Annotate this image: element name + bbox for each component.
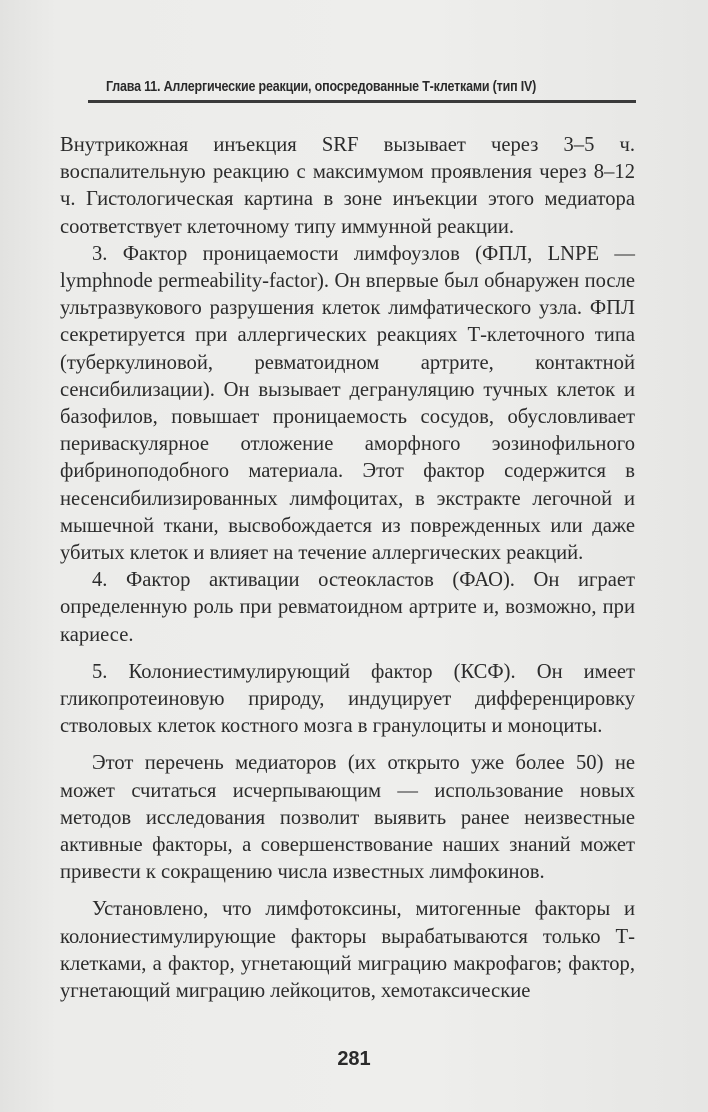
paragraph-4: 5. Колониестимулирующий фактор (КСФ). Он имеет гликопротеиновую природу, индуцирует дифференцировку стволовых клеток костного мозга в гранулоциты и моноциты. xyxy=(60,660,635,738)
paragraph-1: Внутрикожная инъекция SRF вызывает через 3–5 ч. воспалительную реакцию с максимумом проявления через 8–12 ч. Гистологическая картина в зоне инъекции этого медиатора соответствует клеточному типу иммунной реакции. xyxy=(60,134,635,238)
paragraph-5: Этот перечень медиаторов (их открыто уже более 50) не может считаться исчерпывающим — использование новых методов исследования позволит выявить ранее неизвестные активные факторы, а совершенствование наших знаний может привести к сокращению числа известных лимфокинов. xyxy=(60,752,635,884)
paragraph-3: 4. Фактор активации остеокластов (ФАО). Он играет определенную роль при ревматоидном артрите и, возможно, при кариесе. xyxy=(60,569,635,646)
paragraph-2: 3. Фактор проницаемости лимфоузлов (ФПЛ, LNPE — lymphnode permeability-factor). Он впервые был обнаружен после ультразвукового разрушения клеток лимфатического узла. ФПЛ секретируется при аллергических реакциях Т-клеточного типа (туберкулиновой, ревматоидном артрите, контактной сенсибилизации). Он вызывает дегрануляцию тучных клеток и базофилов, повышает проницаемость сосудов, обусловливает периваскулярное отложение аморфного эозинофильного фибриноподобного материала. Этот фактор содержится в несенсибилизированных лимфоцитах, в экстракте легочной и мышечной ткани, высвобождается из поврежденных или даже убитых клеток и влияет на течение аллергических реакций. xyxy=(60,242,635,565)
page-number: 281 xyxy=(337,1048,371,1070)
body-text xyxy=(60,132,635,1005)
running-head xyxy=(88,78,636,103)
running-head-text: Глава 11. Аллергические реакции, опосредованные Т-клетками (тип IV) xyxy=(106,79,537,95)
paragraph-6: Установлено, что лимфотоксины, митогенные факторы и колониестимулирующие факторы вырабатываются только Т-клетками, а фактор, угнетающий миграцию макрофагов; фактор, угнетающий миграцию лейкоцитов, хемотаксические xyxy=(60,898,635,1003)
